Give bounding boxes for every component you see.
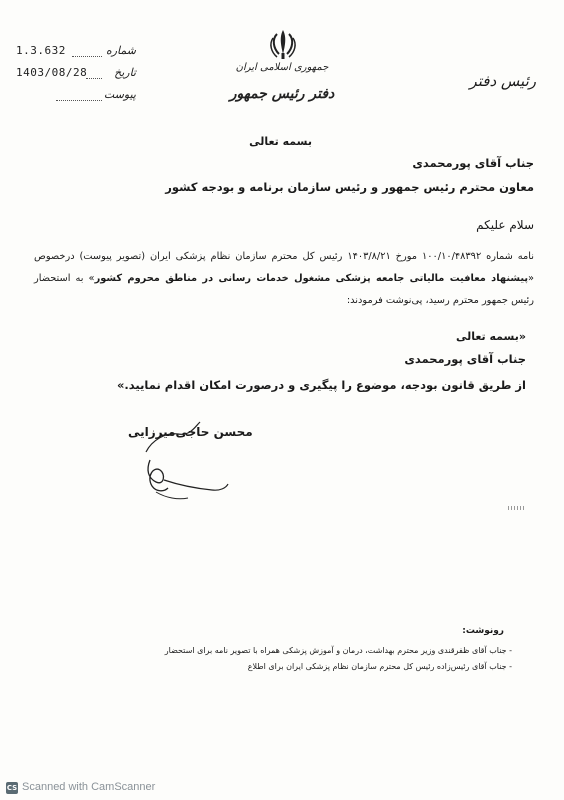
camscanner-logo-icon: CS <box>6 784 18 792</box>
attachment-label: پیوست <box>103 88 136 101</box>
number-dots <box>72 56 102 57</box>
date-value: 1403/08/28 <box>16 66 88 79</box>
order-addressee: جناب آقای پورمحمدی <box>404 352 526 366</box>
paragraph-text-1: نامه شماره ۱۰۰/۱۰/۴۸۳۹۲ مورخ ۱۴۰۳/۸/۲۱ رئیس کل محترم سازمان نظام پزشکی ایران (تصویر پیوست) درخصوص « <box>34 251 535 284</box>
signatory-name: محسن حاجی‌میرزایی <box>128 425 253 439</box>
number-value: 1.3.632 <box>16 44 66 57</box>
cc-item: - جناب آقای رئیس‌زاده رئیس کل محترم سازمان نظام پزشکی ایران برای اطلاع <box>247 662 512 671</box>
invocation: بسمه تعالی <box>249 135 312 148</box>
signature-scribble <box>116 420 236 510</box>
date-field <box>16 66 136 84</box>
office-label: رئیس دفتر <box>469 72 536 90</box>
office-line: دفتر رئیس جمهور <box>229 86 335 102</box>
scanner-watermark <box>6 781 156 797</box>
attachment-field <box>16 88 136 106</box>
paragraph-text-2: » به استحضار رئیس جمهور محترم رسید، پی‌نوشت فرمودند: <box>34 273 534 306</box>
iran-emblem-icon <box>268 28 298 60</box>
greeting: سلام علیکم <box>476 218 534 232</box>
number-field <box>16 44 136 62</box>
addressee-name: جناب آقای پورمحمدی <box>412 156 534 170</box>
number-label: شماره <box>105 44 136 57</box>
date-dots <box>86 78 102 79</box>
country-line: جمهوری اسلامی ایران <box>235 62 329 73</box>
attachment-dots <box>56 100 102 101</box>
order-invocation: «بسمه تعالی <box>455 330 526 343</box>
margin-ticks <box>508 505 548 512</box>
order-text: از طریق قانون بودجه، موضوع را پیگیری و درصورت امکان اقدام نمایید.» <box>116 378 526 392</box>
addressee-title: معاون محترم رئیس جمهور و رئیس سازمان برنامه و بودجه کشور <box>165 180 534 194</box>
body-paragraph <box>34 246 534 312</box>
watermark-text: Scanned with CamScanner <box>22 781 156 793</box>
cc-title: رونوشت: <box>462 626 504 636</box>
paragraph-subject: پیشنهاد معافیت مالیاتی جامعه پزشکی مشغول خدمات رسانی در مناطق محروم کشور <box>94 273 528 284</box>
date-label: تاریخ <box>114 66 136 79</box>
cc-item: - جناب آقای ظفرقندی وزیر محترم بهداشت، درمان و آموزش پزشکی همراه با تصویر نامه برای استحضار <box>164 646 512 655</box>
